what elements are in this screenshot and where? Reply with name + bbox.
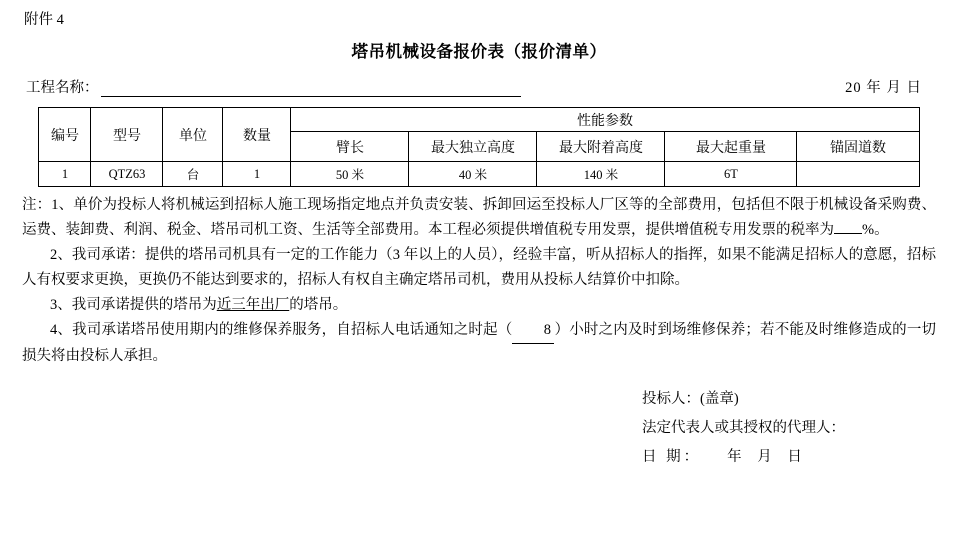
signature-bidder: 投标人：(盖章) [642, 391, 739, 407]
th-model: 型号 [91, 108, 163, 162]
tax-rate-input[interactable] [834, 233, 862, 234]
signature-legal-rep: 法定代表人或其授权的代理人： [642, 420, 845, 436]
cell-max-lifting-weight: 6T [665, 162, 797, 187]
response-hours-input[interactable]: 8 [512, 318, 554, 344]
signature-date [642, 443, 936, 472]
cell-unit: 台 [163, 162, 223, 187]
note-1-text-part2: %。 [862, 222, 889, 238]
cell-no: 1 [39, 162, 91, 187]
project-name-label: 工程名称： [26, 80, 99, 96]
note-2: 2、我司承诺：提供的塔吊司机具有一定的工作能力（3 年以上的人员），经验丰富，听从招标人的指挥，如果不能满足招标人的意愿，招标人有权要求更换，更换仍不能达到要求的，招标人有权自主确定塔吊司机，费用从投标人结算价中扣除。 [22, 247, 936, 288]
th-unit: 单位 [163, 108, 223, 162]
note-4-text-pre: 4、我司承诺塔吊使用期内的维修保养服务，自招标人电话通知之时起（ [50, 322, 513, 338]
attachment-label: 附件 4 [24, 12, 64, 28]
cell-max-attach-height: 140 米 [537, 162, 665, 187]
note-1 [22, 193, 936, 243]
th-qty: 数量 [223, 108, 291, 162]
th-anchor-count: 锚固道数 [797, 132, 919, 162]
note-4-text-post: ）小时之内及时到场维修保养；若不能及时维修造成的一切损失将由投标人承担。 [22, 322, 936, 364]
signature-block [22, 385, 936, 472]
th-max-lifting-weight: 最大起重量 [665, 132, 797, 162]
cell-max-free-height: 40 米 [409, 162, 537, 187]
cell-arm-length: 50 米 [291, 162, 409, 187]
document-date-header: 20 年 月 日 [845, 80, 922, 96]
note-3-emphasis: 近三年出厂 [216, 297, 290, 313]
th-no: 编号 [39, 108, 91, 162]
equipment-quote-table [38, 107, 919, 187]
note-3 [22, 293, 936, 318]
table-row [39, 162, 919, 187]
th-max-attach-height: 最大附着高度 [537, 132, 665, 162]
signature-date-value: 年 月 日 [727, 449, 808, 465]
signature-date-label: 日 期： [642, 449, 702, 465]
note-3-text-pre: 3、我司承诺提供的塔吊为 [50, 297, 217, 313]
notes-section [22, 193, 936, 369]
page-title: 塔吊机械设备报价表（报价清单） [351, 42, 607, 61]
th-arm-length: 臂长 [291, 132, 409, 162]
note-3-text-post: 的塔吊。 [289, 297, 348, 313]
th-max-free-height: 最大独立高度 [409, 132, 537, 162]
th-performance-group: 性能参数 [291, 108, 919, 132]
cell-qty: 1 [223, 162, 291, 187]
project-name-input[interactable] [101, 80, 521, 97]
project-name-row [22, 76, 936, 97]
cell-anchor-count [797, 162, 919, 187]
table-header-row-1 [39, 108, 919, 132]
cell-model: QTZ63 [91, 162, 163, 187]
note-1-text-part1: 注：1、单价为投标人将机械运到招标人施工现场指定地点并负责安装、拆卸回运至投标人厂区等的全部费用，包括但不限于机械设备采购费、运费、装卸费、利润、税金、塔吊司机工资、生活等全部费用。本工程必须提供增值税专用发票，提供增值税专用发票的税率为 [22, 197, 936, 238]
note-4 [22, 318, 936, 369]
